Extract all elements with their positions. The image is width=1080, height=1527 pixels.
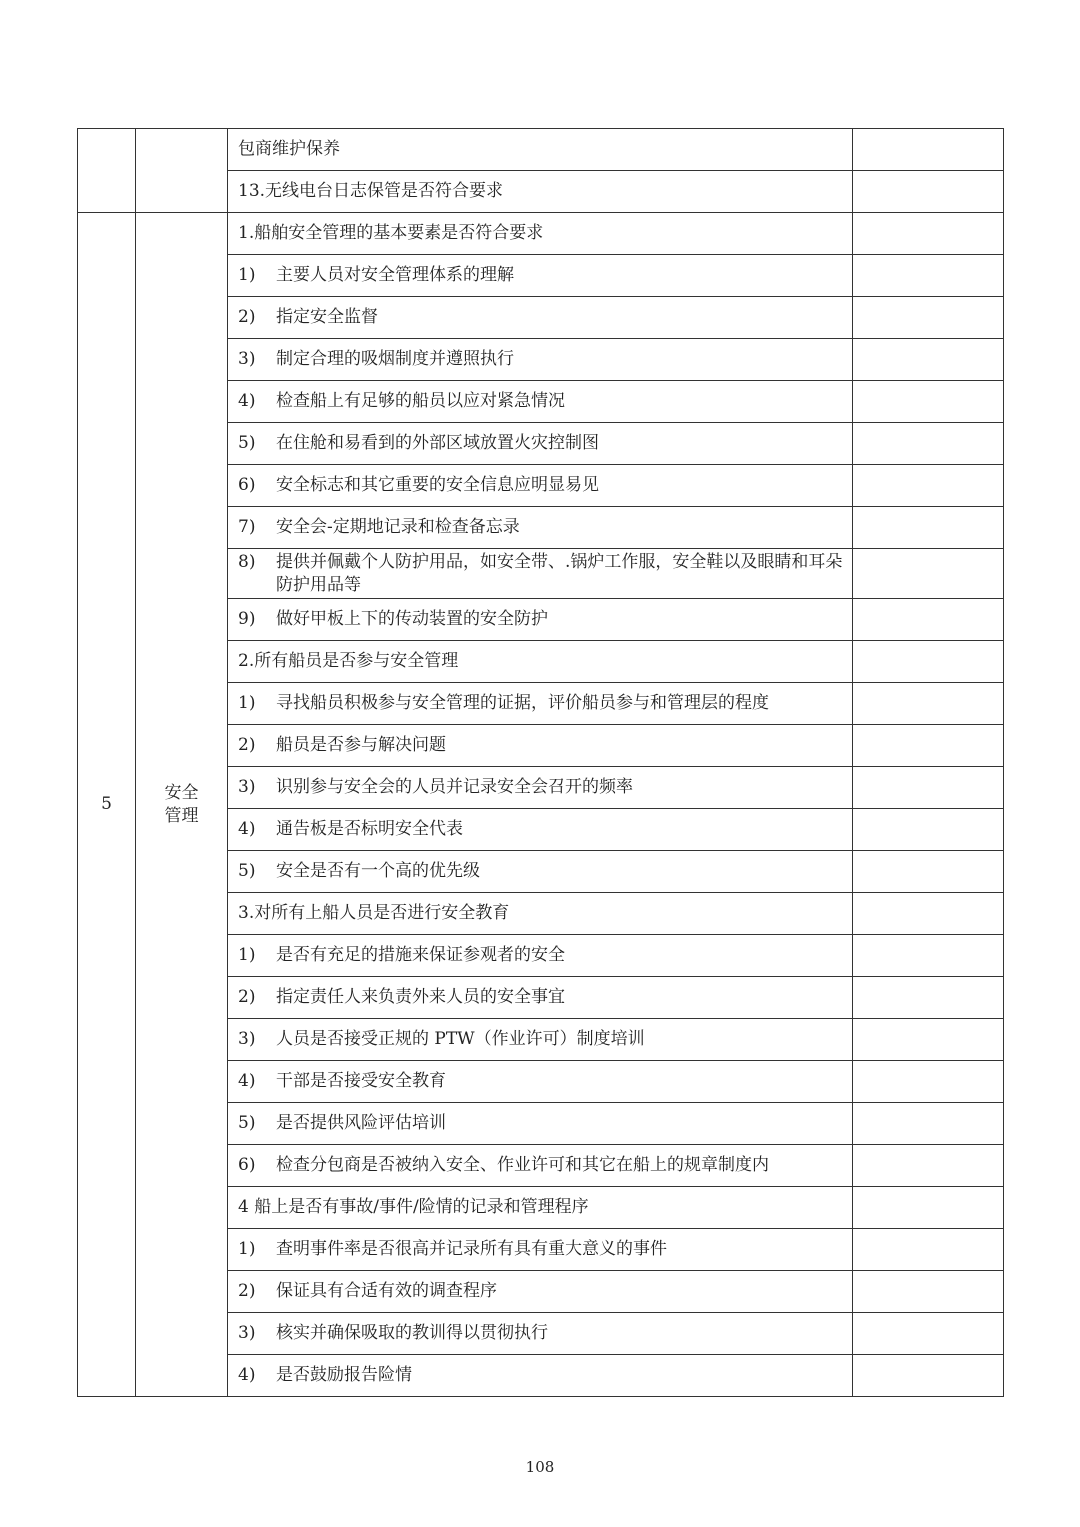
item-sub (228, 1103, 853, 1145)
result-cell[interactable] (853, 549, 1004, 599)
page-number: 108 (525, 1458, 555, 1476)
item-sub (228, 977, 853, 1019)
sub-item (238, 692, 846, 715)
result-cell[interactable] (853, 977, 1004, 1019)
result-cell[interactable] (853, 725, 1004, 767)
sub-item-number: 5) (238, 861, 256, 882)
item-sub (228, 1229, 853, 1271)
item-sub (228, 1061, 853, 1103)
sub-item (238, 734, 846, 757)
sub-item-text: 识别参与安全会的人员并记录安全会召开的频率 (276, 777, 633, 798)
sub-item-number: 2) (238, 307, 256, 328)
sub-item-text: 是否提供风险评估培训 (276, 1113, 446, 1134)
item-text (228, 171, 853, 213)
result-cell[interactable] (853, 1187, 1004, 1229)
sub-item-text: 船员是否参与解决问题 (276, 735, 446, 756)
item-sub (228, 725, 853, 767)
sub-item-number: 7) (238, 517, 256, 538)
sub-item (238, 986, 846, 1009)
item-text-content: 13.无线电台日志保管是否符合要求 (238, 181, 504, 202)
sub-item-number: 4) (238, 1071, 256, 1092)
result-cell[interactable] (853, 255, 1004, 297)
result-cell[interactable] (853, 851, 1004, 893)
sub-item-number: 4) (238, 1365, 256, 1386)
sub-item-text: 是否有充足的措施来保证参观者的安全 (276, 945, 565, 966)
item-sub (228, 767, 853, 809)
sub-item-text: 做好甲板上下的传动装置的安全防护 (276, 609, 548, 630)
result-cell[interactable] (853, 213, 1004, 255)
sub-item-text: 安全标志和其它重要的安全信息应明显易见 (276, 475, 599, 496)
item-heading (228, 641, 853, 683)
result-cell[interactable] (853, 1145, 1004, 1187)
result-cell[interactable] (853, 465, 1004, 507)
sub-item-number: 1) (238, 693, 256, 714)
sub-item (238, 860, 846, 883)
sub-item-number: 3) (238, 1029, 256, 1050)
category-label: 安全管理 (164, 782, 199, 826)
item-sub (228, 465, 853, 507)
sub-item-text: 干部是否接受安全教育 (276, 1071, 446, 1092)
result-cell[interactable] (853, 767, 1004, 809)
item-sub (228, 809, 853, 851)
item-sub (228, 851, 853, 893)
sub-item (238, 1154, 846, 1177)
item-sub (228, 1355, 853, 1397)
result-cell[interactable] (853, 507, 1004, 549)
item-sub (228, 1271, 853, 1313)
sub-item-text: 指定责任人来负责外来人员的安全事宜 (276, 987, 565, 1008)
item-heading (228, 1187, 853, 1229)
sub-item-number: 3) (238, 349, 256, 370)
sub-item (238, 348, 846, 371)
sub-item (238, 390, 846, 413)
result-cell[interactable] (853, 809, 1004, 851)
sub-item-text: 保证具有合适有效的调查程序 (276, 1281, 497, 1302)
result-cell[interactable] (853, 1355, 1004, 1397)
result-cell[interactable] (853, 1061, 1004, 1103)
result-cell[interactable] (853, 171, 1004, 213)
result-cell[interactable] (853, 129, 1004, 171)
sub-item-number: 2) (238, 987, 256, 1008)
result-cell[interactable] (853, 599, 1004, 641)
result-cell[interactable] (853, 381, 1004, 423)
sub-item-text: 安全是否有一个高的优先级 (276, 861, 480, 882)
sub-item-number: 2) (238, 735, 256, 756)
sub-item-text: 安全会-定期地记录和检查备忘录 (276, 517, 520, 538)
category-cell (136, 129, 228, 213)
result-cell[interactable] (853, 935, 1004, 977)
item-text-content: 包商维护保养 (238, 139, 340, 160)
sub-item-number: 5) (238, 1113, 256, 1134)
sub-item-text: 主要人员对安全管理体系的理解 (276, 265, 514, 286)
table-row (78, 129, 1004, 171)
result-cell[interactable] (853, 641, 1004, 683)
result-cell[interactable] (853, 1313, 1004, 1355)
number-cell (78, 129, 136, 213)
sub-item (238, 551, 846, 597)
result-cell[interactable] (853, 339, 1004, 381)
item-sub (228, 297, 853, 339)
item-sub (228, 423, 853, 465)
sub-item-number: 3) (238, 777, 256, 798)
item-sub (228, 339, 853, 381)
heading-text: 1.船舶安全管理的基本要素是否符合要求 (238, 223, 544, 244)
sub-item-number: 5) (238, 433, 256, 454)
sub-item-text: 指定安全监督 (276, 307, 378, 328)
sub-item-text: 检查船上有足够的船员以应对紧急情况 (276, 391, 565, 412)
item-sub (228, 683, 853, 725)
item-sub (228, 255, 853, 297)
sub-item-text: 核实并确保吸取的教训得以贯彻执行 (276, 1323, 548, 1344)
sub-item-number: 6) (238, 475, 256, 496)
result-cell[interactable] (853, 1103, 1004, 1145)
sub-item-number: 1) (238, 945, 256, 966)
sub-item-number: 9) (238, 609, 256, 630)
sub-item (238, 1112, 846, 1135)
item-text (228, 129, 853, 171)
sub-item (238, 1238, 846, 1261)
table-row (78, 213, 1004, 255)
result-cell[interactable] (853, 1019, 1004, 1061)
sub-item (238, 1028, 846, 1051)
sub-item-number: 1) (238, 1239, 256, 1260)
result-cell[interactable] (853, 1229, 1004, 1271)
item-heading (228, 893, 853, 935)
section-number: 5 (78, 213, 136, 1397)
result-cell[interactable] (853, 683, 1004, 725)
heading-text: 4 船上是否有事故/事件/险情的记录和管理程序 (238, 1197, 589, 1218)
sub-item-number: 8) (238, 551, 256, 572)
sub-item (238, 1364, 846, 1387)
sub-item-text: 在住舱和易看到的外部区域放置火灾控制图 (276, 433, 599, 454)
result-cell[interactable] (853, 1271, 1004, 1313)
sub-item-number: 4) (238, 391, 256, 412)
sub-item (238, 432, 846, 455)
sub-item-text: 是否鼓励报告险情 (276, 1365, 412, 1386)
sub-item (238, 608, 846, 631)
sub-item-number: 4) (238, 819, 256, 840)
item-sub (228, 599, 853, 641)
sub-item (238, 516, 846, 539)
item-sub (228, 1145, 853, 1187)
item-sub (228, 507, 853, 549)
section-category (136, 213, 228, 1397)
sub-item-text: 检查分包商是否被纳入安全、作业许可和其它在船上的规章制度内 (276, 1155, 769, 1176)
sub-item (238, 1322, 846, 1345)
sub-item (238, 264, 846, 287)
sub-item (238, 474, 846, 497)
item-sub (228, 381, 853, 423)
item-heading (228, 213, 853, 255)
sub-item (238, 1070, 846, 1093)
sub-item (238, 818, 846, 841)
sub-item-text: 人员是否接受正规的 PTW（作业许可）制度培训 (276, 1029, 645, 1050)
sub-item (238, 1280, 846, 1303)
sub-item-text: 制定合理的吸烟制度并遵照执行 (276, 349, 514, 370)
item-sub (228, 1313, 853, 1355)
sub-item-text: 寻找船员积极参与安全管理的证据，评价船员参与和管理层的程度 (276, 693, 769, 714)
result-cell[interactable] (853, 893, 1004, 935)
sub-item-text: 提供并佩戴个人防护用品，如安全带、.锅炉工作服，安全鞋以及眼睛和耳朵防护用品等 (276, 551, 843, 595)
result-cell[interactable] (853, 423, 1004, 465)
heading-text: 3.对所有上船人员是否进行安全教育 (238, 903, 510, 924)
item-sub (228, 935, 853, 977)
sub-item (238, 776, 846, 799)
sub-item-text: 查明事件率是否很高并记录所有具有重大意义的事件 (276, 1239, 667, 1260)
item-sub (228, 549, 853, 599)
sub-item-number: 3) (238, 1323, 256, 1344)
sub-item-number: 6) (238, 1155, 256, 1176)
sub-item (238, 944, 846, 967)
sub-item-text: 通告板是否标明安全代表 (276, 819, 463, 840)
sub-item (238, 306, 846, 329)
checklist-table (77, 128, 1004, 1397)
heading-text: 2.所有船员是否参与安全管理 (238, 651, 459, 672)
result-cell[interactable] (853, 297, 1004, 339)
item-sub (228, 1019, 853, 1061)
sub-item-number: 1) (238, 265, 256, 286)
sub-item-number: 2) (238, 1281, 256, 1302)
